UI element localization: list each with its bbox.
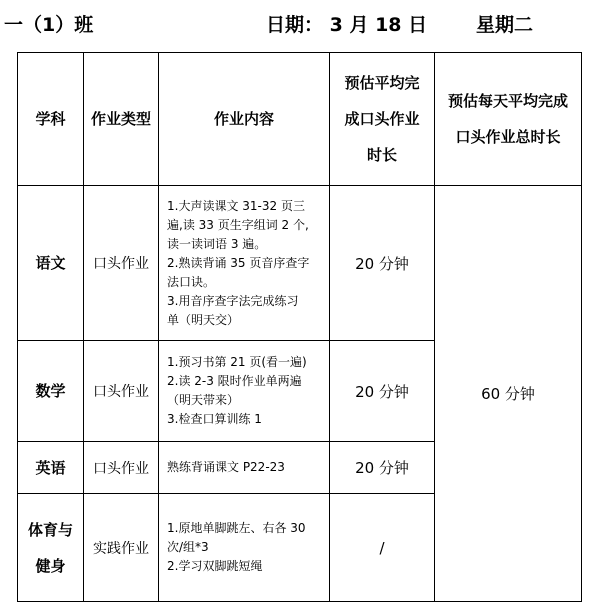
content-line: 单（明天交） (167, 312, 240, 327)
col-header-oral-duration (330, 53, 435, 186)
content-line: 2.学习双脚跳短绳 (167, 559, 263, 573)
duration-cell: 20 分钟 (330, 442, 435, 494)
date-label: 日期： 3 月 18 日 (266, 14, 428, 36)
content-line: 3.检查口算训练 1 (167, 412, 262, 426)
content-line: 次/组*3 (167, 540, 209, 554)
type-cell: 实践作业 (84, 494, 159, 602)
content-line: 遍,读 33 页生字组词 2 个, (167, 217, 309, 232)
content-cell (159, 341, 330, 442)
col-header-subject: 学科 (18, 53, 84, 186)
content-line: 1.原地单脚跳左、右各 30 (167, 521, 306, 535)
duration-cell: 20 分钟 (330, 341, 435, 442)
col-header-oral-duration-line: 时长 (366, 146, 397, 164)
content-cell (159, 186, 330, 341)
content-line: 熟练背诵课文 P22-23 (167, 460, 285, 474)
content-line: 法口诀。 (167, 274, 216, 289)
table-row (18, 186, 582, 341)
subject-cell: 语文 (18, 186, 84, 341)
content-line: （明天带来） (167, 393, 240, 407)
subject-cell: 数学 (18, 341, 84, 442)
class-name: 一（1）班 (4, 14, 94, 36)
type-cell: 口头作业 (84, 442, 159, 494)
col-header-daily-total-line: 口头作业总时长 (455, 128, 561, 146)
duration-cell: 20 分钟 (330, 186, 435, 341)
content-cell (159, 494, 330, 602)
homework-table (17, 52, 582, 602)
type-cell: 口头作业 (84, 186, 159, 341)
table-header-row (18, 53, 582, 186)
col-header-content: 作业内容 (159, 53, 330, 186)
subject-cell: 英语 (18, 442, 84, 494)
subject-line: 健身 (35, 556, 66, 575)
content-line: 2.读 2-3 限时作业单两遍 (167, 374, 302, 388)
content-line: 1.大声读课文 31-32 页三 (167, 198, 305, 213)
col-header-oral-duration-line: 成口头作业 (344, 110, 420, 128)
col-header-daily-total-line: 预估每天平均完成 (447, 92, 568, 110)
col-header-oral-duration-line: 预估平均完 (344, 74, 420, 92)
content-line: 2.熟读背诵 35 页音序查字 (167, 255, 310, 270)
type-cell: 口头作业 (84, 341, 159, 442)
page-header (0, 4, 602, 40)
content-line: 读一读词语 3 遍。 (167, 236, 267, 251)
subject-line: 体育与 (27, 520, 73, 539)
col-header-type: 作业类型 (84, 53, 159, 186)
duration-cell: / (330, 494, 435, 602)
content-line: 1.预习书第 21 页(看一遍) (167, 355, 307, 369)
content-cell (159, 442, 330, 494)
daily-total-cell: 60 分钟 (435, 186, 582, 602)
weekday-label: 星期二 (476, 14, 534, 36)
content-line: 3.用音序查字法完成练习 (167, 293, 299, 308)
subject-cell (18, 494, 84, 602)
col-header-daily-total (435, 53, 582, 186)
